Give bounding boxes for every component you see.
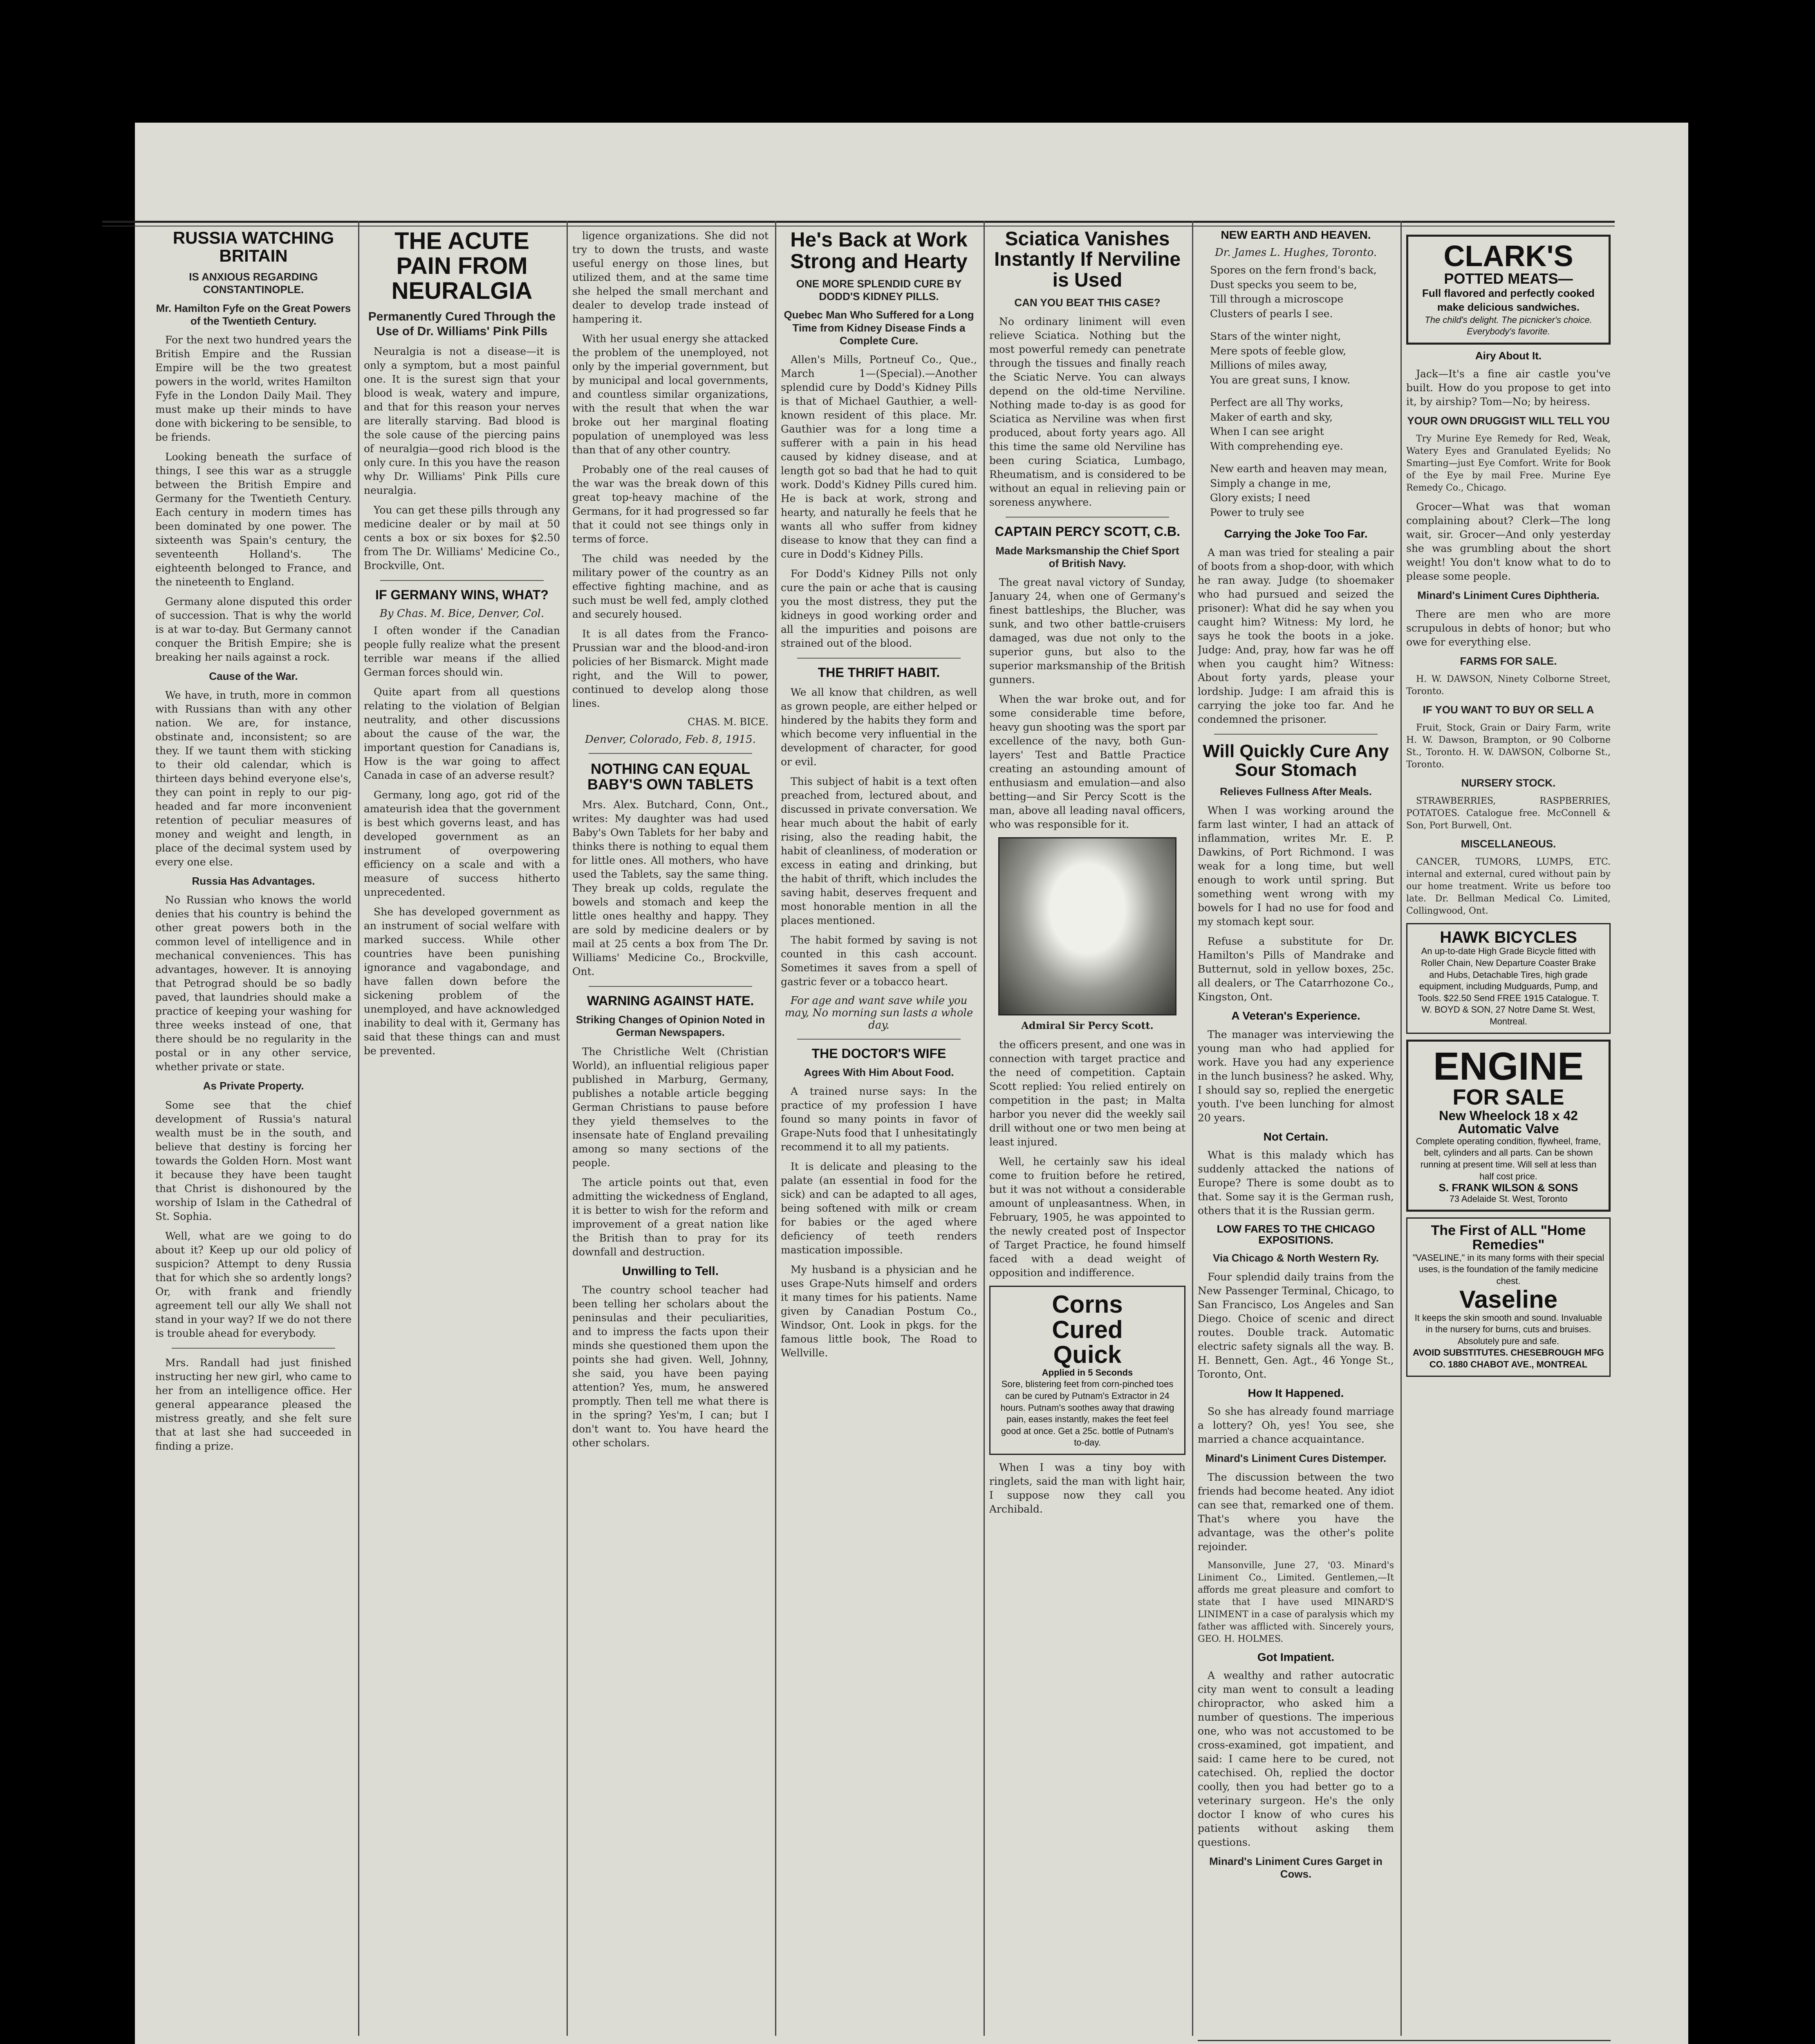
subhead: CAN YOU BEAT THIS CASE? — [1014, 296, 1161, 309]
ad-footer: S. FRANK WILSON & SONS — [1439, 1181, 1578, 1194]
column-3 — [572, 229, 769, 2036]
subhead: Cause of the War. — [209, 670, 298, 682]
paragraph: The manager was interviewing the young man who had applied for work. Have you had any experience in the lunch business? he asked. Why, I should say so, replied the energetic youth. I've been lunching for almost 20 years. — [1198, 1028, 1394, 1124]
ad-text: Sore, blistering feet from corn-pinched toes can be cured by Putnam's Extractor in 24 hours. Putnam's soothes away that drawing pain, eases instantly, makes the feet feel good at once. Get a 25c. bottle of Putnam's to-day. — [1000, 1379, 1174, 1448]
headline-joke: Carrying the Joke Too Far. — [1224, 527, 1368, 540]
headline-how-it-happened: How It Happened. — [1248, 1386, 1344, 1399]
subhead: Quebec Man Who Suffered for a Long Time from Kidney Disease Finds a Complete Cure. — [784, 309, 974, 347]
subhead: Via Chicago & North Western Ry. — [1213, 1251, 1379, 1264]
ad-headline: The First of ALL "Home Remedies" — [1431, 1223, 1586, 1253]
paragraph: Some see that the chief development of Russia's natural wealth must be in the south, and believe that destiny is forcing her towards the Golden Horn. Most want it because they have been taught that Christ is dishonoured by the worship of Islam in the Cathedral of St. Sophia. — [155, 1099, 352, 1222]
paragraph: There are men who are more scrupulous in debts of honor; but who owe for everything else. — [1406, 608, 1611, 648]
column-rule — [775, 221, 776, 2036]
column-4 — [781, 229, 977, 2036]
poem-stanza: New earth and heaven may mean, Simply a change in me, Glory exists; I need Power to truly see — [1210, 463, 1387, 518]
ad-side: Applied in 5 Seconds — [1042, 1367, 1133, 1378]
paragraph: My husband is a physician and he uses Grape-Nuts himself and orders it many times for his patients. Name given by Canadian Postum Co., Windsor, Ont. Look in pkgs. for the famous little book, The Road to Wellville. — [781, 1264, 977, 1359]
paragraph: A man was tried for stealing a pair of boots from a shop-door, with which he ran away. Judge (to shoemaker who had pursued and seized the prisoner): What did he say when you caught him? Witness: My lord, he says he took the boots in a joke. Judge: And, pray, how far was he off when you caught him? Witness: About forty yards, please your lordship. Judge: I am afraid this is carrying the joke too far. And he condemned the prisoner. — [1198, 546, 1394, 725]
paragraph: It is all dates from the Franco-Prussian war and the blood-and-iron policies of her Bismarck. Might made right, and the Will to power, continued to develop along those lines. — [572, 628, 769, 709]
paragraph: Grocer—What was that woman complaining about? Clerk—The long wait, sir. Grocer—And only yesterday she was grumbling about the short weight! You don't know what to do to please some people. — [1406, 500, 1611, 582]
byline: Dr. James L. Hughes, Toronto. — [1214, 247, 1377, 259]
paragraph: When I was a tiny boy with ringlets, said the man with light hair, I suppose now they call you Archibald. — [989, 1461, 1185, 1515]
notice: Minard's Liniment Cures Garget in Cows. — [1209, 1855, 1383, 1880]
paragraph: the officers present, and one was in connection with target practice and the need of competition. Captain Scott replied: You relied entirely on competition in the past; in Malta harbor you never did the weekly sail drill without one or two men being at least injured. — [989, 1039, 1185, 1148]
paragraph: A wealthy and rather autocratic city man went to consult a leading chiropractor, who asked him a number of questions. The imperious one, who was not accustomed to be cross-examined, got impatient, and said: I came here to be cured, not catechised. Oh, replied the doctor coolly, then you had better go to a veterinary surgeon. He's the only doctor I know of who cures his patients without asking them questions. — [1198, 1670, 1394, 1849]
paragraph: Germany, long ago, got rid of the amateurish idea that the government is best which governs least, and has developed government as an instrument of overpowering efficiency on a scale and with a measure of success hitherto unprecedented. — [364, 789, 560, 899]
paragraph: Allen's Mills, Portneuf Co., Que., March 1—(Special).—Another splendid cure by Dodd's Kidney Pills is that of Michael Gauthier, a well-known resident of this place. Mr. Gauthier was for a long time a sufferer with a pain in his head caused by kidney disease, and at length got so bad that he had to quit work. Dodd's Kidney Pills cured him. He is back at work, strong and hearty, and naturally he feels that he wants all who suffer from kidney disease to know that they can find a cure in Dodd's Kidney Pills. — [781, 353, 977, 560]
column-1 — [155, 229, 352, 2036]
classified: CANCER, TUMORS, LUMPS, ETC. internal and external, cured without pain by our home treatment. Write us before too late. Dr. Bellman Medical Co. Limited, Collingwood, Ont. — [1406, 857, 1611, 916]
ad-title: Vaseline — [1459, 1286, 1558, 1313]
paragraph: Looking beneath the surface of things, I see this war as a struggle between the British Empire and Germany for the Twentieth Century. Each century in modern times has been dominated by one power. The sixteenth was Spain's century, the seventeenth Holland's. The eighteenth belonged to France, and the nineteenth to England. — [155, 450, 352, 588]
ad-text: An up-to-date High Grade Bicycle fitted with Roller Chain, New Departure Coaster Brake and Hubs, Detachable Tires, high grade equipment, including Mudguards, Pump, and Tools. $22.50 Send FREE 1915 Catalogue. T. W. BOYD & SON, 27 Notre Dame St. West, Montreal. — [1418, 946, 1599, 1026]
headline-sour-stomach: Will Quickly Cure Any Sour Stomach — [1203, 741, 1389, 780]
divider — [172, 1348, 335, 1349]
paragraph: ligence organizations. She did not try to down the trusts, and waste useful energy on those lines, but utilized them, and at the same time she helped the small merchant and dealer to develop trade instead of hampering it. — [572, 230, 769, 325]
classified: Fruit, Stock, Grain or Dairy Farm, write H. W. Dawson, Brampton, or 90 Colborne St., Toronto. H. W. DAWSON, Colborne St., Toronto. — [1406, 723, 1611, 770]
classified-heading: NURSERY STOCK. — [1461, 776, 1556, 789]
byline: By Chas. M. Bice, Denver, Col. — [379, 607, 544, 620]
headline-sciatica: Sciatica Vanishes Instantly If Nerviline is Used — [994, 229, 1181, 291]
headline-not-certain: Not Certain. — [1263, 1130, 1329, 1143]
paragraph: When I was working around the farm last winter, I had an attack of inflammation, writes Mr. E. P. Dawkins, of Port Richmond. I was weak for a long time, but well enough to work until spring. But something went wrong with my bowels for I had no use for food and my stomach kept sour. — [1198, 805, 1394, 928]
classified-heading: MISCELLANEOUS. — [1461, 837, 1556, 850]
paragraph: You can get these pills through any medicine dealer or by mail at 50 cents a box or six boxes for $2.50 from The Dr. Williams' Medicine Co., Brockville, Ont. — [364, 504, 560, 572]
paragraph: When the war broke out, and for some considerable time before, heavy gun shooting was the sport par excellence of the navy, both Gun-layers' Test and Battle Practice creating an astounding amount of enthusiasm and emulation—and also betting—and Sir Percy Scott is the man, above all leading naval officers, who was responsible for it. — [989, 693, 1185, 831]
paragraph: We all know that children, as well as grown people, are either helped or hindered by the habits they form and which become very influential in the development of character, for good or evil. — [781, 686, 977, 768]
paragraph: This subject of habit is a text often preached from, lectured about, and discussed in private conversation. We hear much about the habit of early rising, also the reading habit, the habit of cleanliness, of moderation or excess in eating and drinking, but the habit of thrift, which includes the saving habit, deserves frequent and most honorable mention in all the places mentioned. — [781, 775, 977, 926]
divider — [589, 753, 752, 754]
paragraph: A trained nurse says: In the practice of my profession I have found so many points in favor of Grape-Nuts food that I unhesitatingly recommend it to all my patients. — [781, 1085, 977, 1153]
letter: Mansonville, June 27, '03. Minard's Liniment Co., Limited. Gentlemen,—It affords me great pleasure and comfort to state that I have used MINARD'S LINIMENT in a case of paralysis which my father was afflicted with. Sincerely yours, GEO. H. HOLMES. — [1198, 1560, 1394, 1644]
signature: CHAS. M. BICE. — [688, 716, 769, 728]
paragraph: The child was needed by the military power of the country as an effective fighting machine, and as such must be well fed, amply clothed and securely housed. — [572, 553, 769, 620]
subhead: Mr. Hamilton Fyfe on the Great Powers of the Twentieth Century. — [156, 302, 351, 327]
paragraph: Well, what are we going to do about it? Keep up our old policy of suspicion? Attempt to deny Russia that for which she so ardently longs? Or, with frank and friendly agreement tell our ally We shall not stand in your way? If we do not there is trouble ahead for everybody. — [155, 1230, 352, 1339]
classified-heading: IF YOU WANT TO BUY OR SELL A — [1423, 704, 1594, 716]
putnam-corns-ad — [989, 1286, 1185, 1455]
divider — [797, 1039, 961, 1040]
ad-tagline: It keeps the skin smooth and sound. Invaluable in the nursery for burns, cuts and bruises. Absolutely pure and safe. — [1414, 1312, 1602, 1346]
column-rule — [1192, 221, 1193, 2036]
paragraph: Well, he certainly saw his ideal come to fruition before he retired, but it was not without a considerable amount of unpleasantness. When, in February, 1905, he was appointed to the newly created post of Inspector of Target Practice, he found himself faced with a dead weight of opposition and indifference. — [989, 1156, 1185, 1279]
headline-germany-wins: IF GERMANY WINS, WHAT? — [375, 587, 549, 602]
column-6 — [1198, 229, 1394, 2036]
subhead: Agrees With Him About Food. — [804, 1066, 954, 1079]
paragraph: With her usual energy she attacked the problem of the unemployed, not only by the imperial government, but by municipal and local governments, and countless similar organizations, with the result that when the war broke out her marginal floating population of unemployed was less than that of any other country. — [572, 333, 769, 456]
paragraph: Four splendid daily trains from the New Passenger Terminal, Chicago, to San Francisco, Los Angeles and San Diego. Choice of scenic and direct routes. Double track. Automatic electric safety signals all the way. B. H. Bennett, Gen. Agt., 46 Yonge St., Toronto, Ont. — [1198, 1271, 1394, 1380]
headline-warning-hate: WARNING AGAINST HATE. — [587, 993, 754, 1008]
headline-low-fares: LOW FARES TO THE CHICAGO EXPOSITIONS. — [1217, 1223, 1375, 1246]
paragraph: No ordinary liniment will even relieve Sciatica. Nothing but the most powerful remedy can penetrate through the tissues and finally reach the Sciatic Nerve. You can always depend on the old-time Nerviline. Nothing made to-day is as good for Sciatica as Nerviline was when first produced, about forty years ago. All this time the same old Nerviline has been curing Sciatica, Lumbago, Rheumatism, and is considered to be without an equal in relieving pain or soreness anywhere. — [989, 316, 1185, 509]
paragraph: The Christliche Welt (Christian World), an influential religious paper published in Marburg, Germany, publishes a notable article begging German Christians to pause before they yield themselves to the insensate hate of England prevailing among so many sections of the people. — [572, 1045, 769, 1169]
subhead: As Private Property. — [203, 1080, 304, 1092]
headline-unwilling: Unwilling to Tell. — [622, 1264, 719, 1278]
ad-line: New Wheelock 18 x 42 — [1439, 1108, 1578, 1123]
ad-line: Automatic Valve — [1458, 1121, 1559, 1136]
headline-new-earth: NEW EARTH AND HEAVEN. — [1221, 229, 1371, 241]
ad-text: Full flavored and perfectly cooked make delicious sandwiches. — [1422, 287, 1595, 313]
headline-babys-own: NOTHING CAN EQUAL BABY'S OWN TABLETS — [587, 760, 753, 793]
headline-got-impatient: Got Impatient. — [1257, 1650, 1335, 1663]
headline-percy-scott: CAPTAIN PERCY SCOTT, C.B. — [995, 524, 1180, 539]
clarks-ad — [1406, 235, 1611, 345]
vaseline-ad — [1406, 1217, 1611, 1376]
ad-word: Corns — [1052, 1291, 1123, 1318]
paragraph: Probably one of the real causes of the war was the break down of this great top-heavy machine of the Germans, for it had progressed so far that it could not see things only in terms of force. — [572, 464, 769, 545]
ad-address: 73 Adelaide St. West, Toronto — [1449, 1193, 1568, 1204]
divider — [380, 580, 544, 581]
ad-footer: AVOID SUBSTITUTES. CHESEBROUGH MFG CO. 1880 CHABOT AVE., MONTREAL — [1413, 1347, 1604, 1369]
ad-word: Quick — [1053, 1340, 1122, 1368]
headline-doctors-wife: THE DOCTOR'S WIFE — [811, 1046, 946, 1061]
notice: Minard's Liniment Cures Diphtheria. — [1417, 589, 1600, 601]
paragraph: Germany alone disputed this order of succession. That is why the world is at war to-day. But Germany cannot conquer the British Empire; she is breaking her nails against a rock. — [155, 595, 352, 663]
dateline: Denver, Colorado, Feb. 8, 1915. — [585, 733, 756, 746]
subhead: Russia Has Advantages. — [192, 875, 315, 888]
ad-text: Complete operating condition, flywheel, frame, belt, cylinders and all parts. Can be shown running at present time. Will sell at less than half cost price. — [1416, 1136, 1601, 1181]
paragraph: Quite apart from all questions relating to the violation of Belgian neutrality, and other discussions about the cause of the war, the important question for Canadians is, How is the war going to affect Canada in case of an adverse result? — [364, 686, 560, 782]
paragraph: No Russian who knows the world denies that his country is behind the other great powers both in the common level of intelligence and in mechanical conveniences. This has advantages, however. It is annoying that Petrograd should be so badly paved, that laundries should make a practice of keeping your washing for three weeks instead of one, that there should be no regularity in the postal or in any other service, whether private or state. — [155, 894, 352, 1073]
column-rule — [567, 221, 568, 2036]
ad-line: FOR SALE — [1452, 1085, 1564, 1110]
subhead: Relieves Fullness After Meals. — [1220, 785, 1372, 798]
column-7-ads — [1406, 229, 1611, 2036]
ad-title: ENGINE — [1433, 1044, 1584, 1088]
divider — [1214, 734, 1378, 735]
column-2 — [364, 229, 560, 2036]
paragraph: Try Murine Eye Remedy for Red, Weak, Watery Eyes and Granulated Eyelids; No Smarting—just Eye Comfort. Write for Book of the Eye by mail Free. Murine Eye Remedy Co., Chicago. — [1406, 434, 1611, 493]
subhead: ONE MORE SPLENDID CURE BY DODD'S KIDNEY PILLS. — [796, 278, 962, 303]
paragraph: The great naval victory of Sunday, January 24, when one of Germany's finest battleships, the Blucher, was sunk, and two other battle-cruisers damaged, was due not only to the superior guns, but also to the superior marksmanship of the British gunners. — [989, 576, 1185, 686]
paragraph: Refuse a substitute for Dr. Hamilton's Pills of Mandrake and Butternut, sold in yellow boxes, 25c. all dealers, or The Catarrhozone Co., Kingston, Ont. — [1198, 935, 1394, 1003]
paragraph: Jack—It's a fine air castle you've built. How do you propose to get into it, by airship? Tom—No; by heiress. — [1406, 368, 1611, 408]
column-rule — [358, 221, 359, 2036]
headline-thrift-habit: THE THRIFT HABIT. — [818, 665, 940, 680]
paragraph: The country school teacher had been telling her scholars about the peninsulas and their peculiarities, and to impress the facts upon their minds she questioned them upon the points she had given. Well, Johnny, she said, you have been paying attention? Yes, mum, he answered promptly. Then tell me what there is in the spring? Yes'm, I can; but I don't want to. You have heard the other scholars. — [572, 1284, 769, 1449]
divider — [589, 986, 752, 987]
verse: For age and want save while you may, No morning sun lasts a whole day. — [784, 994, 973, 1031]
paragraph: Mrs. Alex. Butchard, Conn, Ont., writes: My daughter was had used Baby's Own Tablets for her baby and thinks there is nothing to equal them for little ones. All mothers, who have used the Tablets, say the same thing. They break up colds, regulate the bowels and stomach and keep the little ones healthy and happy. They are sold by medicine dealers or by mail at 25 cents a box from The Dr. Williams' Medicine Co., Brockville, Ont. — [572, 798, 769, 977]
column-rule — [984, 221, 985, 2036]
paragraph: The habit formed by saving is not counted in this cash account. Sometimes it saves from a spell of gastric fever or a tobacco heart. — [781, 934, 977, 988]
headline-veteran: A Veteran's Experience. — [1231, 1009, 1360, 1022]
divider — [797, 658, 961, 659]
headline-russia: RUSSIA WATCHING BRITAIN — [173, 229, 334, 266]
paragraph: Mrs. Randall had just finished instructing her new girl, who came to her from an intelligence office. Her general appearance pleased the mistress greatly, and she felt sure that at last she had succeeded in finding a prize. — [155, 1356, 352, 1452]
classified: STRAWBERRIES, RASPBERRIES, POTATOES. Catalogue free. McConnell & Son, Port Burwell, Ont. — [1406, 796, 1611, 831]
ad-headline: YOUR OWN DRUGGIST WILL TELL YOU — [1407, 415, 1610, 427]
subhead: Permanently Cured Through the Use of Dr. Williams' Pink Pills — [368, 309, 556, 338]
paragraph: For the next two hundred years the British Empire and the Russian Empire will be the two greatest powers in the world, writes Hamilton Fyfe in the London Daily Mail. They must make up their minds to have done with bickering to be sensible, to be friends. — [155, 334, 352, 443]
subhead: IS ANXIOUS REGARDING CONSTANTINOPLE. — [189, 271, 318, 296]
paragraph: She has developed government as an instrument of social welfare with marked success. While other countries have been punishing ignorance and vagabondage, and have fallen down before the sickening problem of the unemployed, and have acknowledged inability to deal with it, Germany has said that these things can and must be prevented. — [364, 906, 560, 1057]
footer-rule — [1198, 2040, 1611, 2041]
paragraph: The discussion between the two friends had become heated. Any idiot can see that, remarked one of them. That's where you have the advantage, was the other's polite rejoinder. — [1198, 1471, 1394, 1553]
masthead-rule — [102, 221, 1615, 223]
paragraph: For Dodd's Kidney Pills not only cure the pain or ache that is causing you the most distress, they put the kidneys in good working order and all the impurities and poisons are strained out of the blood. — [781, 567, 977, 649]
notice: Minard's Liniment Cures Distemper. — [1205, 1452, 1387, 1465]
paragraph: Neuralgia is not a disease—it is only a symptom, but a most painful one. It is the surest sign that your blood is weak, watery and impure, and that for this reason your nerves are literally starving. Bad blood is the sole cause of the piercing pains of neuralgia—good rich blood is the only cure. In this you have the reason why Dr. Williams' Pink Pills cure neuralgia. — [364, 345, 560, 496]
ad-line: POTTED MEATS— — [1444, 270, 1573, 287]
portrait-photo — [998, 837, 1176, 1015]
paragraph: It is delicate and pleasing to the palate (an essential in food for the sick) and can be adapted to all ages, being softened with milk or cream for babies or the aged where deficiency of teeth renders mastication impossible. — [781, 1161, 977, 1256]
headline-neuralgia: THE ACUTE PAIN FROM NEURALGIA — [391, 229, 533, 304]
classified: H. W. DAWSON, Ninety Colborne Street, Toronto. — [1406, 674, 1611, 697]
paragraph: So she has already found marriage a lottery? Oh, yes! You see, she married a chance acquaintance. — [1198, 1405, 1394, 1446]
subhead: Striking Changes of Opinion Noted in German Newspapers. — [576, 1013, 765, 1039]
paragraph: What is this malady which has suddenly attacked the nations of Europe? There is some doubt as to that. Some say it is the German rush, others that it is the Russian germ. — [1198, 1149, 1394, 1217]
subhead: Made Marksmanship the Chief Sport of British Navy. — [995, 544, 1179, 570]
ad-title: CLARK'S — [1443, 240, 1573, 273]
hawk-bicycles-ad — [1406, 923, 1611, 1034]
paragraph: I often wonder if the Canadian people fully realize what the present terrible war means if the allied German forces should win. — [364, 625, 560, 679]
ad-text: "VASELINE," in its many forms with their special uses, is the foundation of the family medicine chest. — [1412, 1252, 1604, 1286]
paragraph: We have, in truth, more in common with Russians than with any other nation. We are, for instance, obstinate and, inconsistent; so are they. If we taunt them with sticking to their old calendar, which is thirteen days behind everyone else's, they can point in reply to our pig-headed and far more inconvenient retention of peculiar measures of money and weight and length, in place of the decimal system used by every one else. — [155, 689, 352, 868]
poem-stanza: Perfect are all Thy works, Maker of earth and sky, When I can see aright With comprehending eye. — [1210, 397, 1344, 452]
column-5 — [989, 229, 1185, 2036]
poem-stanza: Spores on the fern frond's back, Dust specks you seem to be, Till through a microscope Clusters of pearls I see. — [1210, 264, 1377, 320]
ad-side: The child's delight. The picnicker's choice. Everybody's favorite. — [1425, 314, 1592, 337]
photo-caption: Admiral Sir Percy Scott. — [1021, 1020, 1154, 1032]
headline-airy: Airy About It. — [1475, 349, 1542, 362]
engine-for-sale-ad — [1406, 1040, 1611, 1212]
divider — [1006, 517, 1169, 518]
column-rule — [1400, 221, 1402, 2036]
paragraph: The article points out that, even admitting the wickedness of England, it is better to wish for the reform and improvement of a great nation like the British than to pray for its downfall and destruction. — [572, 1176, 769, 1258]
poem-stanza: Stars of the winter night, Mere spots of feeble glow, Millions of miles away, You are great suns, I know. — [1210, 330, 1350, 386]
ad-title: HAWK BICYCLES — [1440, 928, 1577, 946]
ad-word: Cured — [1052, 1316, 1123, 1343]
classified-heading: FARMS FOR SALE. — [1460, 655, 1557, 668]
headline-back-at-work: He's Back at Work Strong and Hearty — [790, 229, 968, 273]
